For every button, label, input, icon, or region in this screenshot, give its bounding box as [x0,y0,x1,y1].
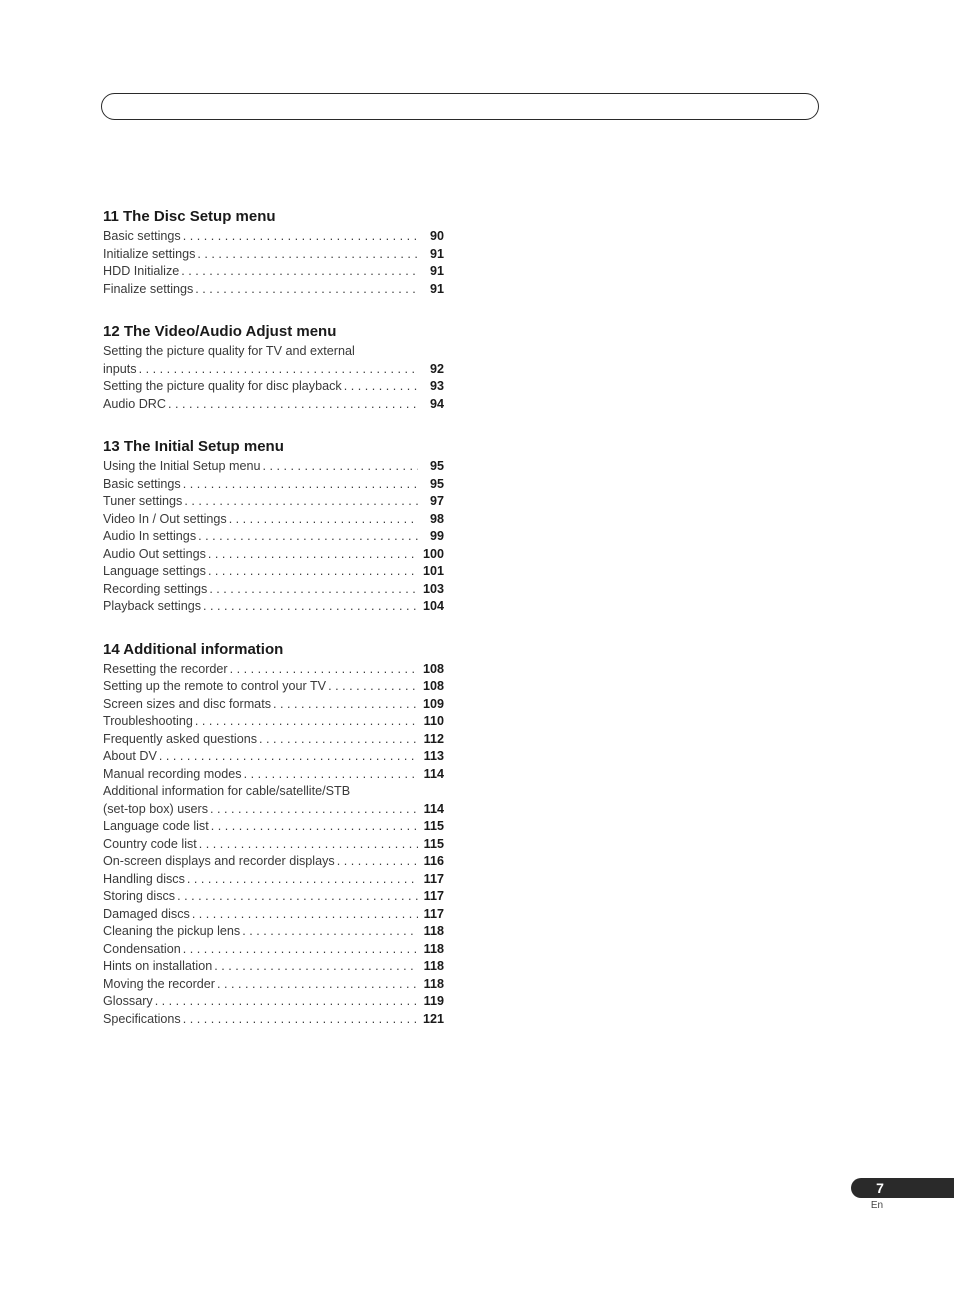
entry-text: HDD Initialize [103,264,180,278]
toc-entry[interactable] [103,511,444,529]
dot-leader [183,1011,418,1029]
toc-section [103,640,444,1029]
entry-page-number: 118 [423,924,444,938]
entry-text-line: Additional information for cable/satellite/STB [103,784,351,798]
dot-leader [139,361,418,379]
toc-entry[interactable] [103,281,444,299]
entry-page-number: 91 [429,264,444,278]
dot-leader [208,546,418,564]
toc-section [103,437,444,616]
entry-text: Specifications [103,1011,181,1026]
entry-text: Basic settings [103,476,181,491]
entry-page-number: 117 [423,889,444,903]
dot-leader [337,853,418,871]
toc-entry[interactable] [103,563,444,581]
dot-leader [229,511,418,529]
entry-page-number: 91 [429,246,444,261]
dot-leader [203,598,418,616]
toc-entry[interactable] [103,378,444,396]
entry-text: Troubleshooting [103,714,193,728]
dot-leader [195,281,418,299]
entry-page-number: 101 [422,564,444,578]
entry-page-number: 92 [429,361,444,376]
entry-page-number: 115 [423,836,444,851]
entry-page-number: 114 [423,766,444,781]
entry-text: Cleaning the pickup lens [103,924,241,938]
entry-text: Audio Out settings [103,546,206,561]
entry-page-number: 97 [429,494,444,508]
dot-leader [244,766,418,784]
toc-entry[interactable] [103,458,444,476]
entry-text: Basic settings [103,229,181,243]
dot-leader [155,993,418,1011]
entry-text: Recording settings [103,581,208,596]
page-language: En [870,1200,884,1211]
entry-text: Initialize settings [103,246,196,261]
entry-page-number: 112 [423,731,444,746]
entry-page-number: 117 [423,871,444,886]
dot-leader [198,528,418,546]
dot-leader [209,581,418,599]
section-title: 12 The Video/Audio Adjust menu [103,323,337,340]
entry-text: Finalize settings [103,281,194,296]
entry-page-number: 103 [422,581,444,596]
dot-leader [177,888,418,906]
dot-leader [214,958,418,976]
entry-page-number: 100 [422,546,444,561]
entry-text: Glossary [103,994,153,1008]
dot-leader [230,661,418,679]
toc-entry[interactable] [103,661,444,679]
dot-leader [344,378,418,396]
entry-page-number: 116 [423,854,444,868]
dot-leader [208,563,418,581]
entry-page-number: 121 [422,1011,444,1026]
entry-page-number: 94 [429,396,444,411]
entry-text: Screen sizes and disc formats [103,696,271,711]
toc-section [103,207,444,298]
dot-leader [183,228,418,246]
entry-page-number: 99 [429,529,444,543]
dot-leader [273,696,418,714]
toc-entry[interactable] [103,343,444,378]
toc-entry[interactable] [103,853,444,871]
dot-leader [197,246,418,264]
entry-page-number: 95 [429,476,444,491]
dot-leader [184,493,418,511]
entry-text: Damaged discs [103,906,190,921]
entry-page-number: 109 [422,696,444,711]
toc-section [103,322,444,413]
entry-text: Manual recording modes [103,766,242,781]
toc-entry[interactable] [103,976,444,994]
entry-text: Tuner settings [103,494,183,508]
entry-page-number: 90 [429,229,444,243]
toc-entry[interactable] [103,1011,444,1029]
entry-text: Setting the picture quality for disc playback [103,379,342,393]
dot-leader [199,836,418,854]
header-bar [101,93,819,120]
toc-entry[interactable] [103,528,444,546]
toc-entry[interactable] [103,993,444,1011]
entry-text: Setting up the remote to control your TV [103,679,327,693]
entry-page-number: 114 [423,801,444,816]
toc-entry[interactable] [103,906,444,924]
page-number-tab [851,1178,954,1198]
toc-entry[interactable] [103,263,444,281]
toc-entry[interactable] [103,696,444,714]
entry-text: Condensation [103,941,181,956]
entry-page-number: 118 [423,941,444,956]
dot-leader [181,263,418,281]
toc-entry[interactable] [103,818,444,836]
entry-text: Storing discs [103,889,176,903]
dot-leader [159,748,418,766]
dot-leader [183,476,418,494]
entry-text: Using the Initial Setup menu [103,459,261,473]
entry-page-number: 117 [423,906,444,921]
entry-text-line: Setting the picture quality for TV and external [103,344,355,358]
table-of-contents [103,207,444,1052]
section-title: 14 Additional information [103,640,284,658]
toc-entry[interactable] [103,476,444,494]
section-title: 13 The Initial Setup menu [103,438,284,455]
dot-leader [259,731,418,749]
entry-text: Handling discs [103,871,185,886]
toc-entry[interactable] [103,748,444,766]
entry-page-number: 93 [429,379,444,393]
toc-entry[interactable] [103,493,444,511]
entry-text: On-screen displays and recorder displays [103,854,335,868]
toc-entry[interactable] [103,766,444,784]
entry-page-number: 91 [429,281,444,296]
toc-entry[interactable] [103,731,444,749]
page-number: 7 [876,1180,884,1196]
toc-entry[interactable] [103,396,444,414]
entry-page-number: 119 [423,994,444,1008]
entry-text: Playback settings [103,599,202,613]
entry-text: Audio In settings [103,529,197,543]
entry-text: inputs [103,361,137,376]
toc-entry[interactable] [103,783,444,818]
dot-leader [217,976,418,994]
dot-leader [195,713,418,731]
dot-leader [168,396,418,414]
entry-text: Moving the recorder [103,976,215,991]
entry-text: Video In / Out settings [103,511,227,526]
entry-page-number: 110 [423,714,444,728]
dot-leader [242,923,418,941]
entry-text: Language settings [103,564,206,578]
entry-text: About DV [103,749,157,763]
entry-text: Frequently asked questions [103,731,258,746]
entry-page-number: 98 [429,511,444,526]
entry-text: (set-top box) users [103,801,208,816]
toc-entry[interactable] [103,678,444,696]
toc-entry[interactable] [103,713,444,731]
toc-entry[interactable] [103,941,444,959]
dot-leader [187,871,418,889]
toc-entry[interactable] [103,246,444,264]
entry-page-number: 118 [423,976,444,991]
entry-page-number: 108 [422,679,444,693]
toc-entry[interactable] [103,836,444,854]
dot-leader [192,906,418,924]
toc-entry[interactable] [103,546,444,564]
entry-text: Language code list [103,819,209,833]
dot-leader [328,678,418,696]
entry-page-number: 115 [423,819,444,833]
toc-entry[interactable] [103,598,444,616]
entry-page-number: 118 [423,959,444,973]
entry-page-number: 104 [422,599,444,613]
entry-text: Hints on installation [103,959,213,973]
toc-entry[interactable] [103,228,444,246]
dot-leader [210,801,418,819]
section-title: 11 The Disc Setup menu [103,208,276,225]
toc-entry[interactable] [103,958,444,976]
entry-text: Audio DRC [103,396,166,411]
dot-leader [263,458,418,476]
dot-leader [211,818,418,836]
entry-page-number: 95 [429,459,444,473]
entry-page-number: 108 [422,661,444,676]
entry-text: Country code list [103,836,197,851]
toc-entry[interactable] [103,581,444,599]
entry-text: Resetting the recorder [103,661,228,676]
toc-entry[interactable] [103,871,444,889]
toc-entry[interactable] [103,888,444,906]
dot-leader [183,941,418,959]
entry-page-number: 113 [423,749,444,763]
toc-entry[interactable] [103,923,444,941]
